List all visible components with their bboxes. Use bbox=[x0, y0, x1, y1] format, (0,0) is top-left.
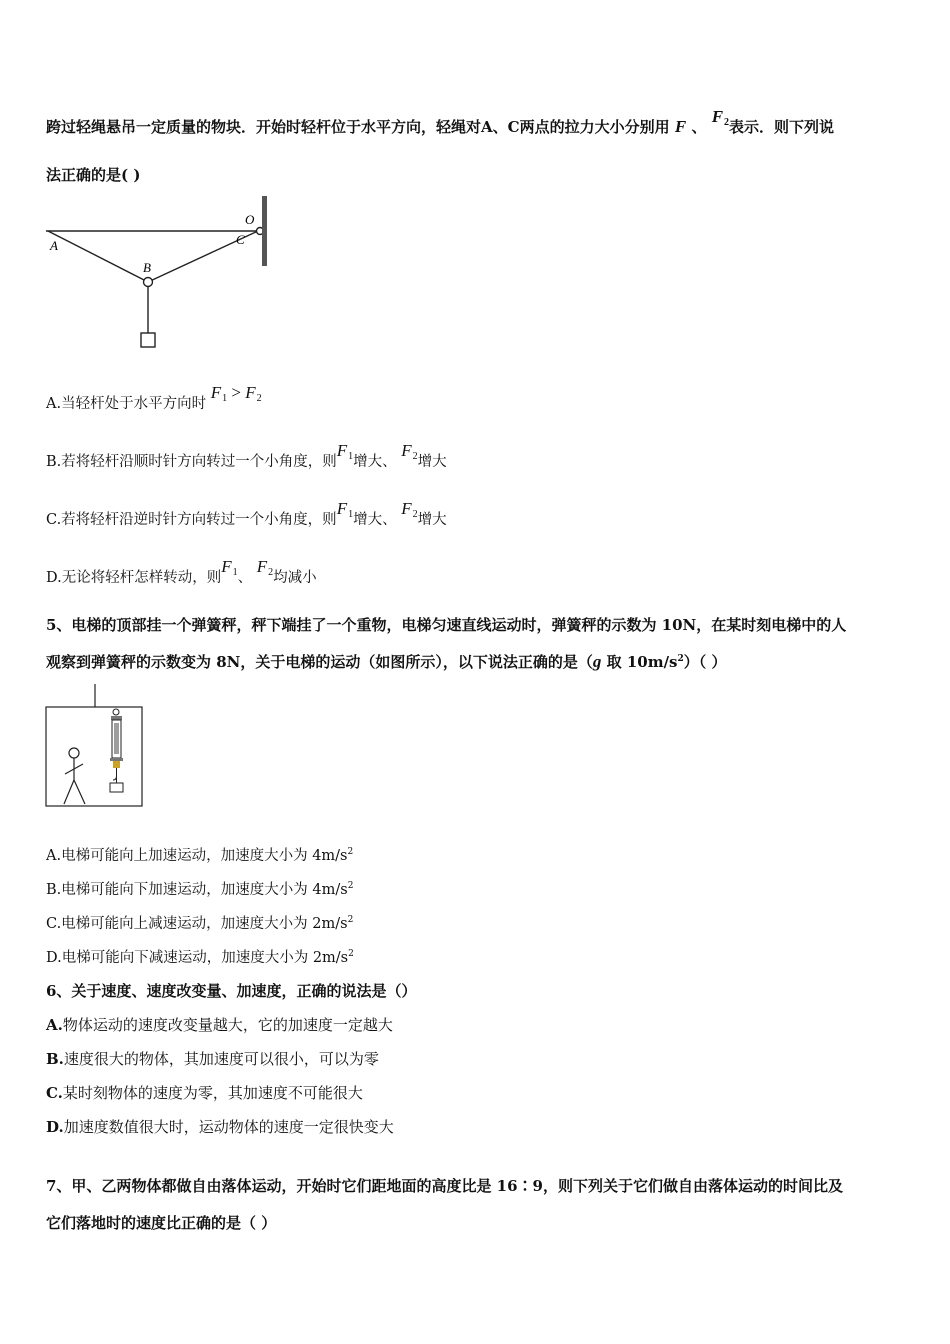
label-O: O bbox=[245, 212, 255, 227]
q6-option-d[interactable]: D.加速度数值很大时，运动物体的速度一定很快变大 bbox=[46, 1118, 394, 1136]
q5-stem-line2: 观察到弹簧秤的示数变为 8N，关于电梯的运动（如图所示），以下说法正确的是（g 取 $10m/s^2$）（ ） bbox=[46, 652, 727, 671]
q4-stem-line2: 法正确的是( ) bbox=[46, 166, 141, 184]
q5-option-a[interactable]: A.电梯可能向上加速运动，加速度大小为 $4m/s^2$ bbox=[46, 847, 354, 864]
q6-option-c[interactable]: C.某时刻物体的速度为零，其加速度不可能很大 bbox=[46, 1084, 363, 1102]
q7-stem-line1: 7、甲、乙两物体都做自由落体运动，开始时它们距地面的高度比是 16∶9，则下列关于它们做自由落体运动的时间比及 bbox=[46, 1177, 843, 1195]
q5-option-d[interactable]: D.电梯可能向下减速运动，加速度大小为 $2m/s^2$ bbox=[46, 949, 354, 966]
label-A: A bbox=[50, 238, 58, 253]
q4-option-b[interactable]: B.若将轻杆沿顺时针方向转过一个小角度，则$F_1$增大、 $F_2$增大 bbox=[46, 441, 447, 470]
q5-option-c[interactable]: C.电梯可能向上减速运动，加速度大小为 $2m/s^2$ bbox=[46, 915, 354, 932]
q5-stem-line1: 5、电梯的顶部挂一个弹簧秤，秤下端挂了一个重物，电梯匀速直线运动时，弹簧秤的示数为 10N，在某时刻电梯中的人 bbox=[46, 616, 847, 634]
q5-elevator-figure bbox=[44, 682, 146, 810]
label-C: C bbox=[236, 232, 245, 247]
symbol-F2: $F_2$ bbox=[711, 107, 730, 128]
q6-option-a[interactable]: A.物体运动的速度改变量越大，它的加速度一定越大 bbox=[46, 1016, 393, 1034]
symbol-g: g bbox=[592, 652, 602, 671]
q7-stem-line2: 它们落地时的速度比正确的是（ ） bbox=[46, 1214, 277, 1232]
q4-stem-line1: 跨过轻绳悬吊一定质量的物块．开始时轻杆位于水平方向，轻绳对A、C两点的拉力大小分别用 F 、 $F_2$表示．则下列说 bbox=[46, 107, 835, 136]
label-B: B bbox=[143, 260, 151, 275]
q6-option-b[interactable]: B.速度很大的物体，其加速度可以很小，可以为零 bbox=[46, 1050, 379, 1068]
q4-option-a[interactable]: A.当轻杆处于水平方向时 $F_1 > F_2$ bbox=[46, 383, 262, 412]
q4-option-c[interactable]: C.若将轻杆沿逆时针方向转过一个小角度，则$F_1$增大、 $F_2$增大 bbox=[46, 499, 447, 528]
q6-stem: 6、关于速度、速度改变量、加速度，正确的说法是（） bbox=[46, 982, 417, 1000]
q4-rod-figure bbox=[40, 190, 280, 355]
symbol-F1: F bbox=[674, 117, 687, 136]
q4-option-d[interactable]: D.无论将轻杆怎样转动，则$F_1$、 $F_2$均减小 bbox=[46, 557, 317, 586]
q5-option-b[interactable]: B.电梯可能向下加速运动，加速度大小为 $4m/s^2$ bbox=[46, 881, 354, 898]
